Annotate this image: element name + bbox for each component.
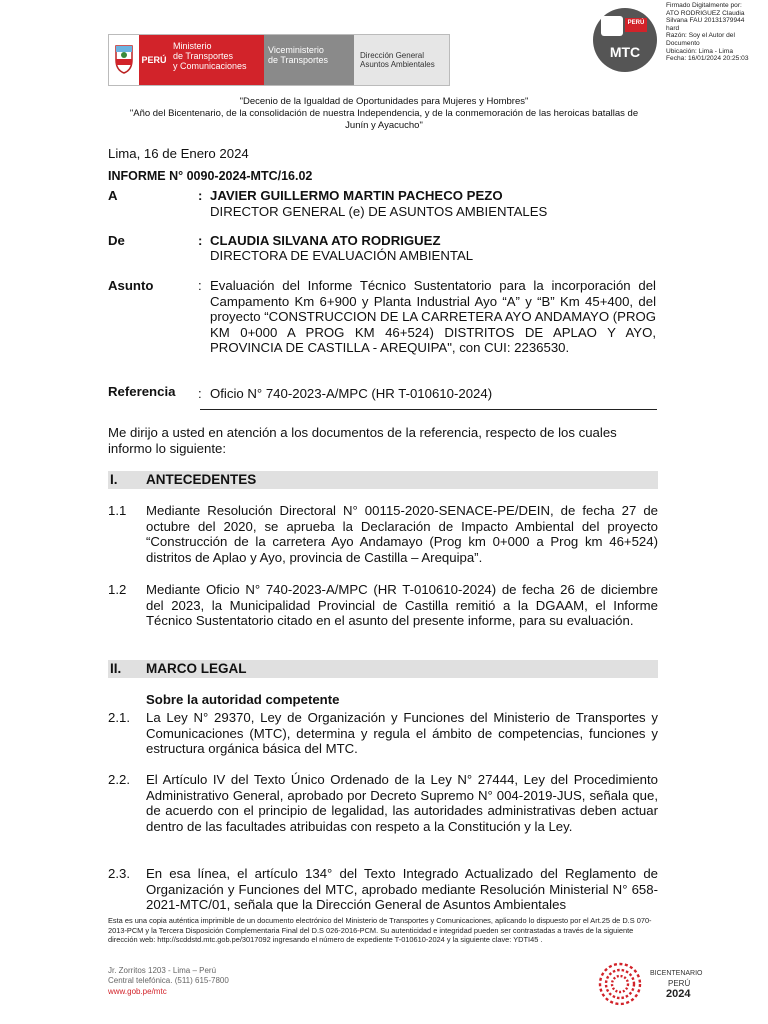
item-text: La Ley N° 29370, Ley de Organización y Funciones del Ministerio de Transportes y Comunicaciones (MTC), determina y regula el ámbito de competencias, funciones y estructura orgánica básica del MTC. xyxy=(146,710,658,756)
from-name: CLAUDIA SILVANA ATO RODRIGUEZ xyxy=(210,233,441,248)
bicentenario-emblem-icon xyxy=(596,960,644,1008)
to-name: JAVIER GUILLERMO MARTIN PACHECO PEZO xyxy=(210,188,503,203)
item-number: 1.1 xyxy=(108,503,127,518)
item-number: 2.1. xyxy=(108,710,130,725)
motto-decade: "Decenio de la Igualdad de Oportunidades para Mujeres y Hombres" xyxy=(239,96,529,107)
viceministry-name: Viceministerio de Transportes xyxy=(264,35,354,85)
bicentenario-year: 2024 xyxy=(666,988,691,1000)
footer-web-link[interactable]: www.gob.pe/mtc xyxy=(108,987,167,996)
from-label: De xyxy=(108,233,125,248)
to-colon: : xyxy=(198,188,203,203)
item-text: En esa línea, el artículo 134° del Texto Integrado Actualizado del Reglamento de Organización y Funciones del MTC, aprobado mediante Resolución Ministerial N° 658-2021-MTC/01, señala que la Dirección General de Asuntos Ambientales xyxy=(146,866,658,912)
item-text: El Artículo IV del Texto Único Ordenado de la Ley N° 27444, Ley del Procedimiento Administrativo General, aprobado por Decreto Supremo N° 004-2019-JUS, señala que, de acuerdo con el principio de legalidad, las autoridades administrativas deben actuar dentro de las facultades atribuidas con respeto a la Constitución y la Ley. xyxy=(146,772,658,834)
motto-year-cont: Junín y Ayacucho" xyxy=(345,120,423,131)
report-number: INFORME N° 0090-2024-MTC/16.02 xyxy=(108,169,313,183)
bicentenario-label: BICENTENARIO xyxy=(650,970,703,977)
to-position: DIRECTOR GENERAL (e) DE ASUNTOS AMBIENTALES xyxy=(210,204,548,219)
subject-label: Asunto xyxy=(108,278,154,293)
item-number: 2.2. xyxy=(108,772,130,787)
ministry-logo-block xyxy=(108,34,450,86)
document-date: Lima, 16 de Enero 2024 xyxy=(108,146,249,161)
intro-paragraph: Me dirijo a usted en atención a los documentos de la referencia, respecto de los cuales informo lo siguiente: xyxy=(108,425,617,456)
reference-underline xyxy=(200,409,657,410)
to-label: A xyxy=(108,188,118,203)
directorate-name: Dirección General Asuntos Ambientales xyxy=(354,35,449,85)
from-position: DIRECTORA DE EVALUACIÓN AMBIENTAL xyxy=(210,248,474,263)
footer-phone: Central telefónica. (511) 615-7800 xyxy=(108,976,229,985)
from-colon: : xyxy=(198,233,203,248)
authenticity-note: Esta es una copia auténtica imprimible de un documento electrónico del Ministerio de Transportes y Comunicaciones, aplicando lo dispuesto por el Art.25 de D.S 070-2013-PCM y la Tercera Disposición Complementaria Final del D.S 026-2016-PCM. Su autenticidad e integridad pueden ser contrastadas a través de la siguiente dirección web: http://scddstd.mtc.gob.pe/3017092 ingresando el número de expediente T-010610-2024 y la siguiente clave: YDTI45 . xyxy=(108,916,652,944)
item-number: 2.3. xyxy=(108,866,130,881)
section-marco-legal: II. MARCO LEGAL xyxy=(108,660,658,678)
mtc-logo-text: MTC xyxy=(609,44,641,60)
subsection-title: Sobre la autoridad competente xyxy=(146,692,340,707)
item-text: Mediante Resolución Directoral N° 00115-2020-SENACE-PE/DEIN, de fecha 27 de octubre del 2020, se aprueba la Declaración de Impacto Ambiental del proyecto “Construcción de la carretera Ayo Andamayo (Prog km 0+000 a Prog km 46+524) distritos de Aplao y Ayo, provincia de Castilla – Arequipa”. xyxy=(146,503,658,565)
reference-colon: : xyxy=(198,386,202,401)
item-text: Mediante Oficio N° 740-2023-A/MPC (HR T-010610-2024) de fecha 26 de diciembre del 2023, la Municipalidad Provincial de Castilla remitió a la DGAAM, el Informe Técnico Sustentatorio citado en el asunto del presente informe, para su evaluación. xyxy=(146,582,658,628)
footer-address: Jr. Zorritos 1203 - Lima – Perú xyxy=(108,966,217,975)
bicentenario-country: PERÚ xyxy=(668,979,691,988)
item-number: 1.2 xyxy=(108,582,127,597)
reference-label: Referencia xyxy=(108,384,176,399)
reference-text: Oficio N° 740-2023-A/MPC (HR T-010610-2024) xyxy=(210,386,493,401)
mtc-logo: PERÚ MTC xyxy=(593,8,657,72)
ministry-name: Ministerio de Transportes y Comunicaciones xyxy=(169,35,264,85)
motto-year: "Año del Bicentenario, de la consolidación de nuestra Independencia, y de la conmemoración de las heroicas batallas de xyxy=(129,108,639,119)
subject-colon: : xyxy=(198,278,202,293)
subject-text: Evaluación del Informe Técnico Sustentatorio para la incorporación del Campamento Km 6+900 y Planta Industrial Ayo “A” y “B” Km 45+400, del proyecto “CONSTRUCCION DE LA CARRETERA AYO ANDAMAYO (PROG KM 0+000 A PROG KM 46+524) DISTRITOS DE APLAO Y AYO, PROVINCIA DE CASTILLA - AREQUIPA", con CUI: 2236530. xyxy=(210,278,656,355)
coat-of-arms-icon xyxy=(109,35,139,83)
digital-signature-info: Firmado Digitalmente por: ATO RODRIGUEZ Claudia Silvana FAU 20131379944 hard Razón: Soy el Autor del Documento Ubicación: Lima - Lima Fecha: 16/01/2024 20:25:03 xyxy=(666,2,749,63)
section-antecedentes: I. ANTECEDENTES xyxy=(108,471,658,489)
peru-label: PERÚ xyxy=(139,35,169,85)
